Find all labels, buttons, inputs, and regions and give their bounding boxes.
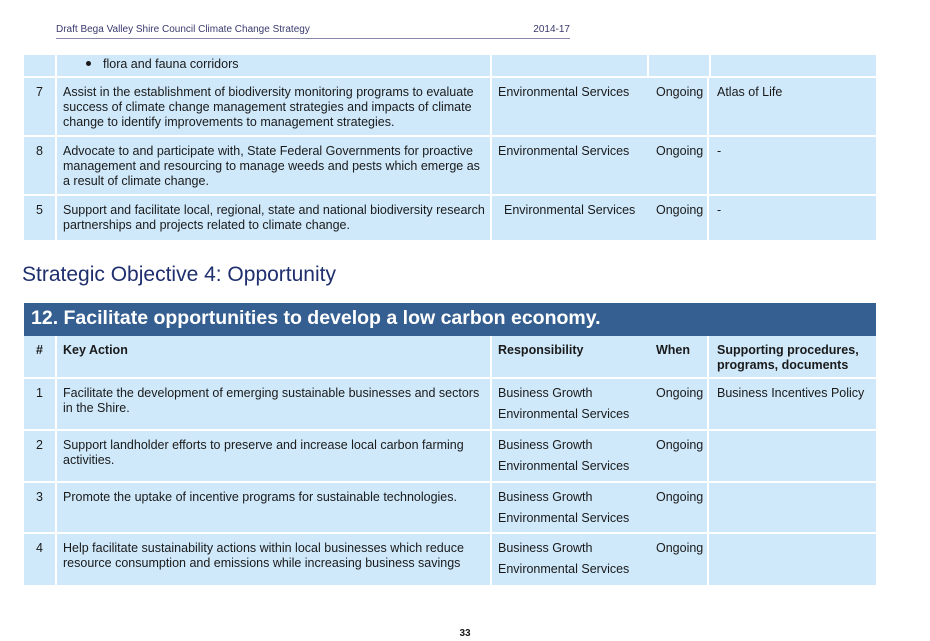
table-row: [24, 534, 876, 585]
low-carbon-actions-table: [24, 336, 876, 585]
row-number: 7: [24, 78, 57, 135]
when: Ongoing: [649, 379, 709, 429]
bullet-icon: [86, 61, 91, 66]
responsibility-line: Business Growth: [498, 541, 593, 555]
document-year: 2014-17: [533, 24, 570, 35]
when: Ongoing: [649, 196, 709, 240]
header-key-action: Key Action: [57, 336, 492, 377]
responsibility: Environmental Services: [498, 144, 630, 158]
biodiversity-actions-table: [24, 55, 876, 240]
key-action: Advocate to and participate with, State Federal Governments for proactive management and resourcing to manage weeds and pests which emerge as a result of climate change.: [57, 137, 492, 194]
responsibility: Environmental Services: [504, 203, 636, 217]
row-number: 2: [24, 431, 57, 481]
supporting-docs: [709, 431, 876, 481]
document-title: Draft Bega Valley Shire Council Climate Change Strategy: [56, 24, 310, 35]
responsibility-line: Environmental Services: [498, 562, 630, 576]
table-row: [24, 55, 876, 78]
key-action: Facilitate the development of emerging sustainable businesses and sectors in the Shire.: [57, 379, 492, 429]
row-number: 1: [24, 379, 57, 429]
responsibility: [492, 379, 649, 429]
bullet-item: [86, 57, 239, 72]
supporting-docs: [709, 483, 876, 532]
key-action: Promote the uptake of incentive programs for sustainable technologies.: [57, 483, 492, 532]
row-number: 5: [24, 196, 57, 240]
bullet-text: flora and fauna corridors: [103, 57, 239, 71]
table-row: [24, 379, 876, 431]
supporting-docs: [709, 534, 876, 585]
header-when: When: [649, 336, 709, 377]
responsibility-line: Environmental Services: [498, 459, 630, 473]
when: Ongoing: [649, 137, 709, 194]
table-row: [24, 431, 876, 483]
key-action: Support landholder efforts to preserve and increase local carbon farming activities.: [57, 431, 492, 481]
table-header-row: [24, 336, 876, 379]
key-action: Support and facilitate local, regional, state and national biodiversity research partnerships and projects related to climate change.: [57, 196, 492, 240]
responsibility: [492, 431, 649, 481]
section-title: Strategic Objective 4: Opportunity: [22, 263, 336, 286]
supporting-docs: -: [717, 203, 722, 217]
when: Ongoing: [649, 431, 709, 481]
supporting-docs: -: [717, 144, 722, 158]
responsibility-line: Business Growth: [498, 386, 593, 400]
responsibility: Environmental Services: [498, 85, 630, 99]
table-row: [24, 196, 876, 240]
responsibility-line: Business Growth: [498, 438, 593, 452]
table-banner: 12. Facilitate opportunities to develop a low carbon economy.: [24, 303, 876, 336]
page-number: 33: [459, 628, 471, 639]
header-supporting: Supporting procedures, programs, documents: [717, 343, 859, 372]
responsibility-line: Environmental Services: [498, 511, 630, 525]
supporting-docs: Business Incentives Policy: [717, 386, 865, 400]
table-row: [24, 483, 876, 534]
key-action: Help facilitate sustainability actions within local businesses which reduce resource consumption and emissions while increasing business savings: [57, 534, 492, 585]
responsibility: [492, 483, 649, 532]
when: Ongoing: [649, 483, 709, 532]
table-row: [24, 137, 876, 196]
when: Ongoing: [649, 534, 709, 585]
responsibility-line: Business Growth: [498, 490, 593, 504]
row-number: 8: [24, 137, 57, 194]
row-number: 3: [24, 483, 57, 532]
row-number: 4: [24, 534, 57, 585]
supporting-docs: Atlas of Life: [717, 85, 783, 99]
responsibility-line: Environmental Services: [498, 407, 630, 421]
page-header: [56, 24, 570, 39]
responsibility: [492, 534, 649, 585]
key-action: Assist in the establishment of biodiversity monitoring programs to evaluate success of climate change management strategies and impacts of climate change to identify improvements to management strategies.: [57, 78, 492, 135]
header-number: #: [24, 336, 57, 377]
header-responsibility: Responsibility: [498, 343, 584, 357]
when: Ongoing: [649, 78, 709, 135]
table-row: [24, 78, 876, 137]
